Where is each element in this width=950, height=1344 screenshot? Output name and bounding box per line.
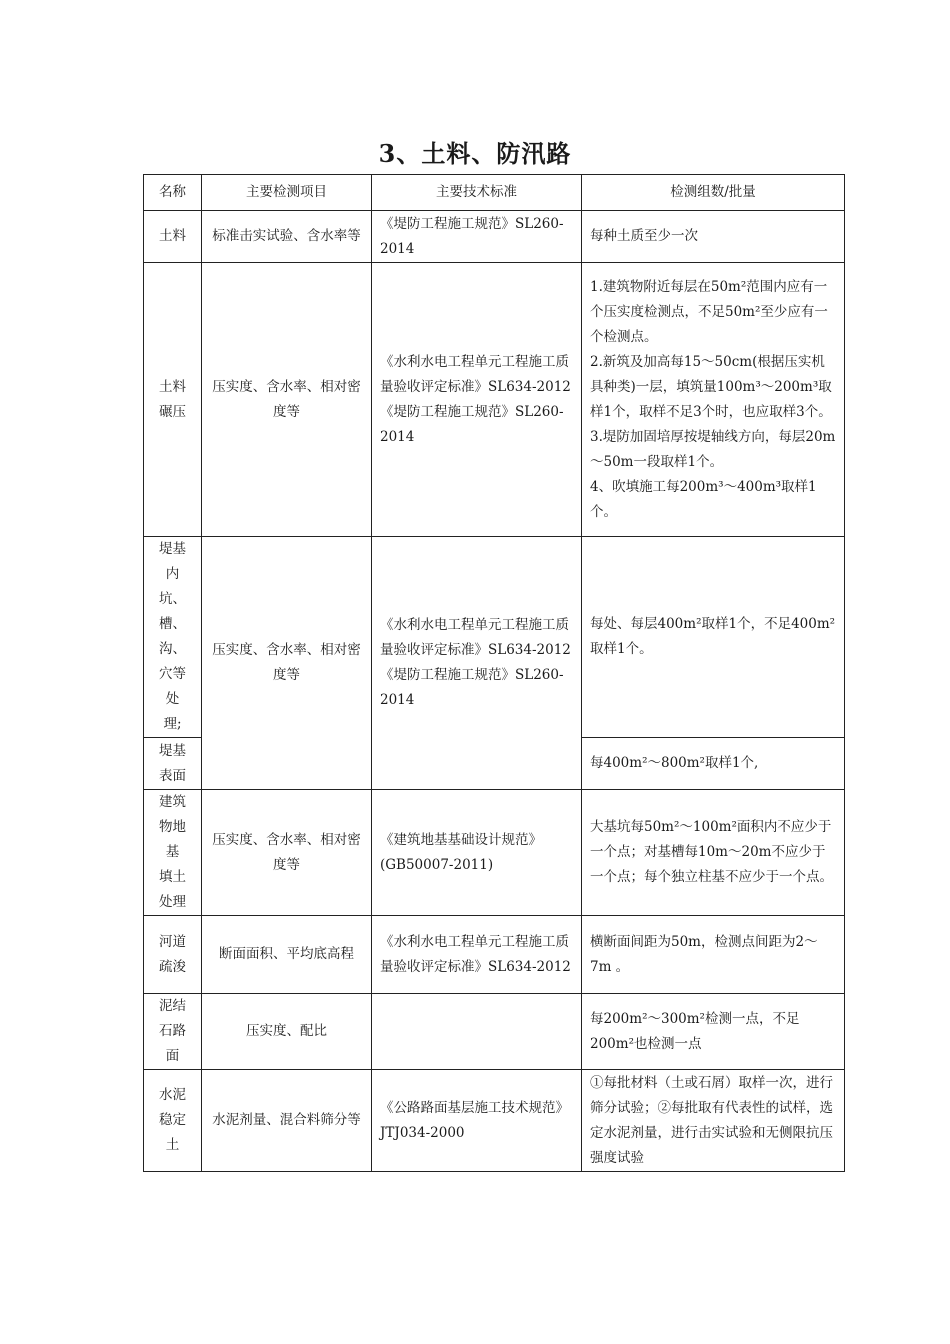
row-name (144, 916, 202, 994)
name-line: 土料 (159, 378, 186, 395)
row-batch (582, 916, 845, 994)
batch-line: 2.新筑及加高每15～50cm(根据压实机具种类)一层，填筑量100m³～200m³取样1个，取样不足3个时，也应取样3个。 (590, 353, 832, 420)
row-test-items: 断面面积、平均底高程 (202, 916, 372, 994)
name-line: 面 (165, 1048, 180, 1064)
row-name (144, 1070, 202, 1172)
batch-line: 4、吹填施工每200m³～400m³取样1个。 (590, 478, 817, 520)
name-line: 泥结 (159, 998, 186, 1014)
batch-line: 每种土质至少一次 (590, 228, 698, 244)
table-row (144, 263, 845, 537)
table-row (144, 537, 845, 738)
batch-line: 每200m²～300m²检测一点，不足200m²也检测一点 (590, 1010, 800, 1052)
row-test-items: 压实度、配比 (202, 994, 372, 1070)
header-batch: 检测组数/批量 (582, 175, 845, 211)
batch-line: 3.堤防加固培厚按堤轴线方向，每层20m～50m一段取样1个。 (590, 428, 836, 470)
row-standard (372, 537, 582, 790)
row-standard (372, 1070, 582, 1172)
name-line: 土料 (159, 228, 186, 244)
row-test-items: 水泥剂量、混合料筛分等 (202, 1070, 372, 1172)
standard-line: 《水利水电工程单元工程施工质量验收评定标准》SL634-2012 (380, 353, 571, 395)
standard-line: 《水利水电工程单元工程施工质量验收评定标准》SL634-2012 (380, 933, 571, 975)
row-standard (372, 211, 582, 263)
batch-line: 大基坑每50m²～100m²面积内不应少于一个点；对基槽每10m～20m不应少于一个点；每个独立柱基不应少于一个点。 (590, 819, 833, 885)
inspection-table (143, 174, 845, 1172)
name-line: 建筑 (159, 794, 186, 810)
name-line: 稳定 (159, 1112, 186, 1128)
name-line: 物地 (159, 819, 186, 835)
name-line: 表面 (159, 767, 186, 784)
name-line: 内 (165, 566, 180, 582)
row-batch (582, 211, 845, 263)
row-test-items: 标准击实试验、含水率等 (202, 211, 372, 263)
standard-line: 《堤防工程施工规范》SL260-2014 (380, 667, 564, 708)
name-line: 槽、 (159, 616, 186, 632)
name-line: 沟、 (159, 641, 186, 657)
name-line: 基 (165, 844, 180, 860)
row-batch (582, 790, 845, 916)
row-batch (582, 263, 845, 537)
standard-line: 《建筑地基基础设计规范》(GB50007-2011) (380, 831, 542, 873)
batch-line: 1.建筑物附近每层在50m²范围内应有一个压实度检测点，不足50m²至少应有一个检测点。 (590, 278, 828, 345)
row-test-items: 压实度、含水率、相对密度等 (202, 790, 372, 916)
header-name: 名称 (144, 175, 202, 211)
batch-line: 每处、每层400m²取样1个，不足400m²取样1个。 (590, 616, 836, 657)
row-test-items: 压实度、含水率、相对密度等 (202, 537, 372, 790)
batch-line: 每400m²～800m²取样1个, (590, 755, 759, 771)
table-row (144, 211, 845, 263)
row-name (144, 994, 202, 1070)
header-standard: 主要技术标准 (372, 175, 582, 211)
standard-line: 《公路路面基层施工技术规范》JTJ034-2000 (380, 1099, 569, 1141)
row-test-items: 压实度、含水率、相对密度等 (202, 263, 372, 537)
name-line: 石路 (159, 1023, 186, 1039)
row-name (144, 738, 202, 790)
table-header-row (144, 175, 845, 211)
row-batch (582, 994, 845, 1070)
row-name (144, 263, 202, 537)
row-batch (582, 1070, 845, 1172)
row-standard (372, 916, 582, 994)
row-name (144, 211, 202, 263)
name-line: 土 (165, 1137, 180, 1153)
name-line: 水泥 (159, 1087, 186, 1103)
table-row (144, 1070, 845, 1172)
row-standard (372, 790, 582, 916)
page-title: 3、土料、防汛路 (378, 139, 572, 168)
row-standard (372, 994, 582, 1070)
name-line: 理; (163, 716, 182, 732)
name-line: 坑、 (159, 591, 186, 607)
name-line: 碾压 (159, 403, 186, 420)
header-test-items: 主要检测项目 (202, 175, 372, 211)
table-row (144, 916, 845, 994)
name-line: 河道 (159, 933, 186, 950)
standard-line: 《堤防工程施工规范》SL260-2014 (380, 403, 564, 445)
standard-line: 《水利水电工程单元工程施工质量验收评定标准》SL634-2012 (380, 617, 571, 658)
row-batch (582, 537, 845, 738)
name-line: 填土 (159, 869, 186, 885)
name-line: 堤基 (159, 742, 186, 759)
name-line: 处 (165, 691, 180, 707)
row-name (144, 790, 202, 916)
name-line: 处理 (159, 894, 186, 910)
row-name (144, 537, 202, 738)
row-batch (582, 738, 845, 790)
batch-line: ①每批材料（土或石屑）取样一次，进行筛分试验；②每批取有代表性的试样，选定水泥剂量，进行击实试验和无侧限抗压强度试验 (590, 1074, 833, 1166)
name-line: 疏浚 (159, 958, 186, 975)
batch-line: 横断面间距为50m，检测点间距为2～7m 。 (590, 933, 818, 975)
standard-line: 《堤防工程施工规范》SL260-2014 (380, 215, 564, 257)
row-standard (372, 263, 582, 537)
table-row (144, 790, 845, 916)
name-line: 穴等 (159, 666, 186, 682)
table-row (144, 994, 845, 1070)
name-line: 堤基 (159, 541, 186, 557)
